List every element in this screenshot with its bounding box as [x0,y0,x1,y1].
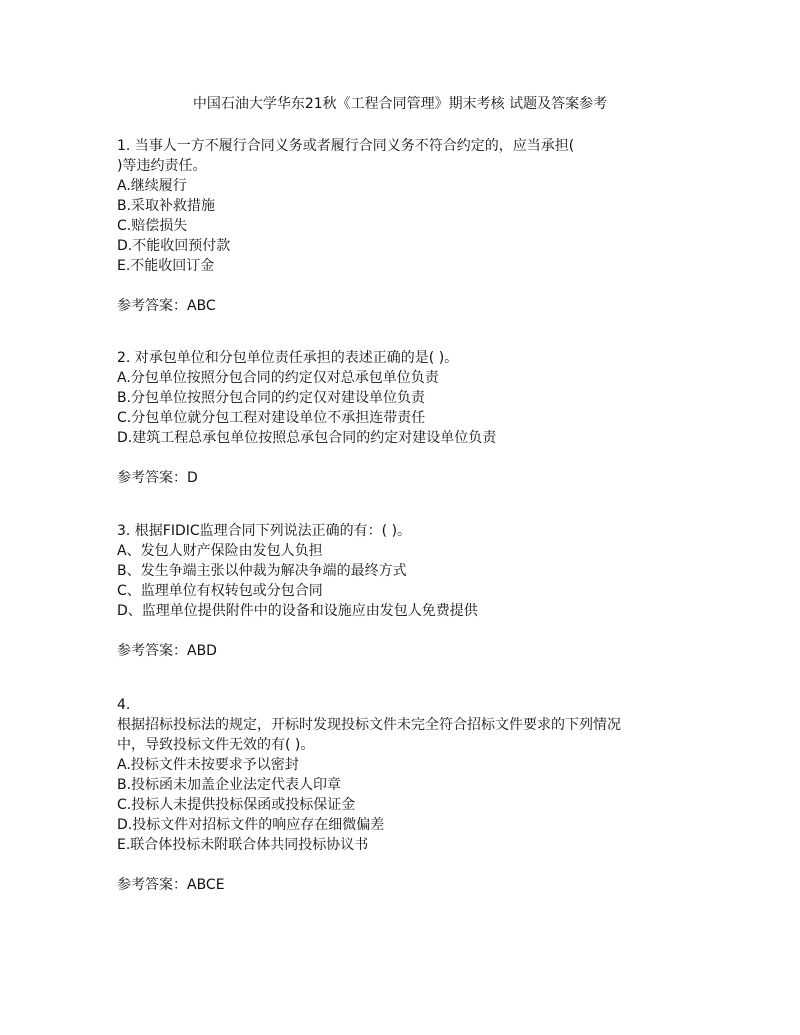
question-2-option-c: C.分包单位就分包工程对建设单位不承担连带责任 [117,410,426,426]
question-2-answer [117,468,697,488]
question-1-answer-value: ABC [187,298,216,314]
question-2-stem-line-1: 2. 对承包单位和分包单位责任承担的表述正确的是( )。 [117,350,459,366]
question-4-stem-line-3: 中，导致投标文件无效的有( )。 [117,737,315,753]
question-3-stem-line-1: 3. 根据FIDIC监理合同下列说法正确的有：( )。 [117,523,412,539]
question-1-answer [117,296,697,316]
question-1-option-c: C.赔偿损失 [117,218,188,234]
question-3-option-b: B、发生争端主张以仲裁为解决争端的最终方式 [117,563,407,579]
question-4-stem-line-1: 4. [117,697,131,713]
question-2-option-d: D.建筑工程总承包单位按照总承包合同的约定对建设单位负责 [117,430,497,446]
question-3-answer [117,641,697,661]
question-2-option-b: B.分包单位按照分包合同的约定仅对建设单位负责 [117,390,426,406]
question-1-stem-line-1: 1. 当事人一方不履行合同义务或者履行合同义务不符合约定的，应当承担( [117,138,575,154]
question-4-answer-value: ABCE [187,877,225,893]
question-1-option-b: B.采取补救措施 [117,198,216,214]
question-4-answer [117,875,697,895]
question-3-answer-value: ABD [187,643,217,659]
question-4-stem-line-2: 根据招标投标法的规定，开标时发现投标文件未完全符合招标文件要求的下列情况 [117,717,621,733]
question-1-option-a: A.继续履行 [117,178,187,194]
question-1 [117,136,697,316]
answer-label: 参考答案： [117,470,187,486]
question-2-answer-value: D [187,470,198,486]
question-2 [117,348,697,488]
question-4 [117,695,697,895]
question-3-option-a: A、发包人财产保险由发包人负担 [117,543,323,559]
question-1-stem-line-2: )等违约责任。 [117,158,207,174]
question-3-option-d: D、监理单位提供附件中的设备和设施应由发包人免费提供 [117,603,478,619]
question-2-option-a: A.分包单位按照分包合同的约定仅对总承包单位负责 [117,370,439,386]
question-4-option-b: B.投标函未加盖企业法定代表人印章 [117,777,342,793]
document-title: 中国石油大学华东21秋《工程合同管理》期末考核 试题及答案参考 [192,96,608,112]
question-1-option-e: E.不能收回订金 [117,258,215,274]
question-1-option-d: D.不能收回预付款 [117,238,231,254]
answer-label: 参考答案： [117,643,187,659]
question-3-option-c: C、监理单位有权转包或分包合同 [117,583,323,599]
question-4-option-c: C.投标人未提供投标保函或投标保证金 [117,797,356,813]
question-3 [117,521,697,661]
question-4-option-e: E.联合体投标未附联合体共同投标协议书 [117,837,369,853]
answer-label: 参考答案： [117,298,187,314]
question-list [117,136,697,895]
question-4-option-d: D.投标文件对招标文件的响应存在细微偏差 [117,817,385,833]
answer-label: 参考答案： [117,877,187,893]
question-4-option-a: A.投标文件未按要求予以密封 [117,757,299,773]
